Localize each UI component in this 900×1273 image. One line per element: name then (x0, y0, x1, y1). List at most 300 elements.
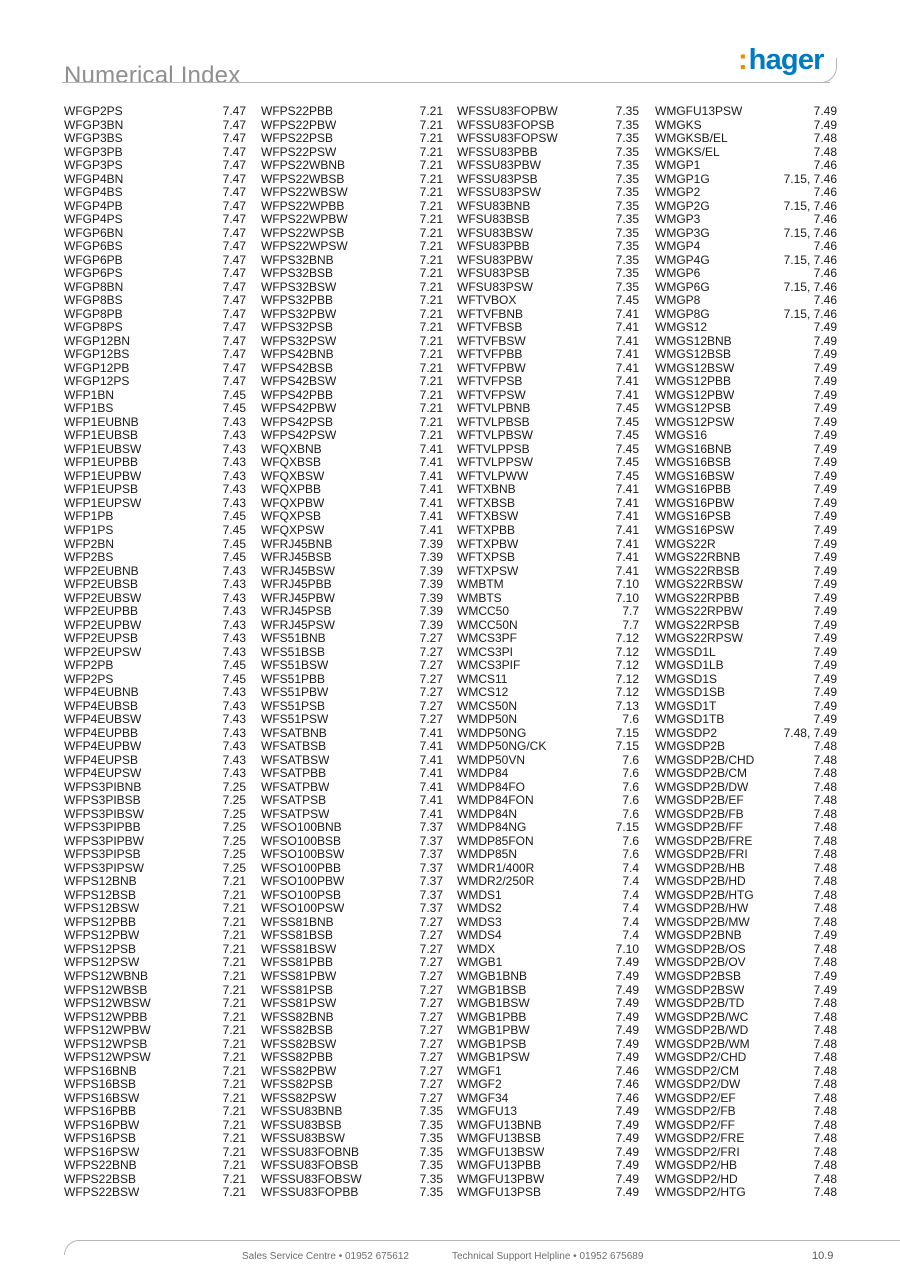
index-row (457, 510, 639, 524)
page-reference: 7.45 (222, 550, 246, 565)
product-code: WMGSDP2B/HW (655, 902, 749, 916)
index-row (64, 646, 246, 660)
index-row (261, 1011, 443, 1025)
product-code: WFPS12PSB (64, 942, 137, 956)
page-reference: 7.21 (222, 887, 246, 902)
page-reference: 7.4 (622, 901, 639, 916)
index-row (64, 916, 246, 930)
page-reference: 7.12 (615, 631, 639, 646)
product-code: WFSS81PSB (261, 983, 334, 997)
page-reference: 7.41 (615, 360, 639, 375)
index-row (261, 240, 443, 254)
index-row (261, 929, 443, 943)
product-code: WFSS81PBW (261, 970, 337, 983)
index-row (64, 1186, 246, 1200)
page-reference: 7.21 (419, 293, 443, 308)
page-reference: 7.21 (419, 320, 443, 335)
index-row (64, 1119, 246, 1133)
index-row (457, 984, 639, 998)
page-reference: 7.48 (813, 996, 837, 1011)
index-row (261, 159, 443, 173)
index-row (64, 281, 246, 295)
page-reference: 7.49 (813, 563, 837, 578)
page-reference: 7.48 (813, 1009, 837, 1024)
page-reference: 7.41 (419, 793, 443, 808)
product-code: WMGFU13 (457, 1105, 517, 1119)
index-row (64, 889, 246, 903)
index-row (64, 456, 246, 470)
product-code: WMGFU13BSW (457, 1145, 545, 1159)
index-row (261, 646, 443, 660)
page-reference: 7.49 (813, 401, 837, 416)
index-row (655, 902, 837, 916)
product-code: WFGP4BS (64, 186, 123, 200)
product-code: WMCS11 (457, 672, 508, 686)
product-code: WFQXBSB (261, 456, 322, 470)
product-code: WFSSU83BSB (261, 1118, 342, 1132)
index-row (261, 551, 443, 565)
product-code: WFP2BS (64, 551, 114, 565)
index-row (655, 565, 837, 579)
index-row (655, 821, 837, 835)
page-reference: 7.48 (813, 847, 837, 862)
product-code: WFP1EUPSW (64, 496, 142, 510)
product-code: WMGSD1S (655, 672, 718, 686)
index-row (655, 1024, 837, 1038)
page-reference: 7.46 (813, 212, 837, 227)
page-reference: 7.49 (813, 671, 837, 686)
product-code: WFSO100PSW (261, 902, 345, 916)
index-row (64, 1132, 246, 1146)
page-reference: 7.49 (615, 1117, 639, 1132)
product-code: WFRJ45PSB (261, 605, 332, 619)
page-reference: 7.21 (419, 171, 443, 186)
page-reference: 7.49 (813, 509, 837, 524)
product-code: WFSO100PBB (261, 861, 342, 875)
index-row (457, 1146, 639, 1160)
product-code: WMGSDP2/CM (655, 1064, 739, 1078)
product-code: WFSO100PSB (261, 888, 342, 902)
product-code: WMDS4 (457, 929, 502, 943)
page-reference: 7.43 (222, 577, 246, 592)
page-reference: 7.48 (813, 779, 837, 794)
index-row (457, 943, 639, 957)
index-row (457, 470, 639, 484)
product-code: WFSSU83FOPSB (457, 118, 555, 132)
index-row (655, 1105, 837, 1119)
page-reference: 7.41 (419, 806, 443, 821)
product-code: WMGKS (655, 118, 702, 132)
index-row (64, 389, 246, 403)
index-row (457, 1024, 639, 1038)
product-code: WMGS12PSW (655, 415, 735, 429)
product-code: WFPS3PIPSW (64, 861, 145, 875)
index-row (64, 673, 246, 687)
page-reference: 7.12 (615, 644, 639, 659)
product-code: WFSU83BSW (457, 226, 534, 240)
product-code: WFSATPSB (261, 794, 327, 808)
product-code: WFSU83BNB (457, 199, 531, 213)
product-code: WMGSDP2/FB (655, 1105, 736, 1119)
index-row (457, 632, 639, 646)
product-code: WFGP3BN (64, 118, 124, 132)
index-row (64, 619, 246, 633)
product-code: WMGS22RBSB (655, 564, 740, 578)
index-row (64, 605, 246, 619)
page-reference: 7.21 (222, 969, 246, 983)
page-reference: 7.27 (419, 644, 443, 659)
index-row (64, 348, 246, 362)
product-code: WFP4EUBSB (64, 699, 139, 713)
product-code: WFPS42PBW (261, 402, 337, 416)
index-row (655, 213, 837, 227)
index-row (457, 794, 639, 808)
page-reference: 7.49 (615, 1023, 639, 1038)
index-row (457, 362, 639, 376)
page-reference: 7.35 (615, 225, 639, 240)
page-reference: 7.43 (222, 685, 246, 700)
page-reference: 7.45 (615, 441, 639, 456)
page-reference: 7.49 (813, 712, 837, 727)
index-row (655, 483, 837, 497)
index-row (261, 1092, 443, 1106)
product-code: WFPS32BSW (261, 280, 337, 294)
index-row (261, 1186, 443, 1200)
page-reference: 7.47 (222, 360, 246, 375)
product-code: WMGS16BSW (655, 469, 735, 483)
index-row (457, 997, 639, 1011)
page-reference: 7.15 (615, 820, 639, 835)
index-row (457, 227, 639, 241)
index-row (457, 443, 639, 457)
product-code: WFPS12WPSB (64, 1037, 148, 1051)
index-row (261, 538, 443, 552)
index-row (655, 429, 837, 443)
product-code: WMGSDP2B/WC (655, 1010, 749, 1024)
page-reference: 7.21 (222, 1171, 246, 1186)
product-code: WMCS3PI (457, 645, 514, 659)
index-row (64, 713, 246, 727)
product-code: WFPS22BNB (64, 1159, 137, 1173)
index-row (261, 997, 443, 1011)
index-row (261, 727, 443, 741)
product-code: WMGSD1TB (655, 713, 725, 727)
index-row (261, 673, 443, 687)
product-code: WFGP8PB (64, 307, 123, 321)
index-row (64, 632, 246, 646)
index-row (655, 605, 837, 619)
product-code: WFP1PS (64, 523, 114, 537)
page-reference: 7.47 (222, 266, 246, 281)
page-reference: 7.48 (813, 739, 837, 754)
page-reference: 7.21 (419, 387, 443, 402)
page-reference: 7.45 (222, 387, 246, 402)
product-code: WFGP3PS (64, 159, 123, 173)
index-row (261, 754, 443, 768)
page-reference: 7.47 (222, 293, 246, 308)
page-reference: 7.39 (419, 536, 443, 551)
product-code: WFSSU83FOPBW (457, 105, 558, 118)
product-code: WFPS22PBW (261, 118, 337, 132)
page-reference: 7.43 (222, 495, 246, 510)
page-reference: 7.25 (222, 820, 246, 835)
index-row (64, 1024, 246, 1038)
page-reference: 7.49 (813, 414, 837, 429)
index-row (64, 213, 246, 227)
product-code: WFTXPSW (457, 564, 519, 578)
page-reference: 7.37 (419, 901, 443, 916)
index-row (457, 267, 639, 281)
footer-divider-curve (64, 1240, 81, 1255)
page-reference: 7.21 (419, 347, 443, 362)
page-reference: 7.21 (419, 225, 443, 240)
page-reference: 7.46 (615, 1077, 639, 1092)
product-code: WMCS12 (457, 686, 509, 700)
product-code: WFSU83BSB (457, 213, 530, 227)
index-row (457, 754, 639, 768)
index-row (655, 389, 837, 403)
page-reference: 7.21 (419, 279, 443, 294)
index-row (655, 700, 837, 714)
index-row (64, 821, 246, 835)
index-row (64, 875, 246, 889)
index-row (655, 335, 837, 349)
index-row (64, 659, 246, 673)
index-row (64, 1092, 246, 1106)
page-reference: 7.21 (222, 1104, 246, 1119)
product-code: WMGFU13BSB (457, 1132, 542, 1146)
page-reference: 7.21 (419, 104, 443, 118)
product-code: WMCC50N (457, 618, 518, 632)
product-code: WFSU83PSB (457, 267, 530, 281)
index-row (64, 538, 246, 552)
product-code: WMGFU13PSB (457, 1186, 542, 1200)
product-code: WFGP4BN (64, 172, 124, 186)
index-row (64, 375, 246, 389)
page-reference: 7.43 (222, 631, 246, 646)
product-code: WFP1EUBSW (64, 442, 142, 456)
index-row (261, 1132, 443, 1146)
index-row (457, 119, 639, 133)
product-code: WFPS42PSW (261, 429, 337, 443)
page-reference: 7.27 (419, 658, 443, 673)
product-code: WMGSDP2/DW (655, 1078, 741, 1092)
page-reference: 7.21 (419, 428, 443, 443)
product-code: WMGS22RBSW (655, 578, 744, 592)
product-code: WFP2EUPSB (64, 632, 139, 646)
index-row (457, 605, 639, 619)
index-row (64, 970, 246, 984)
page-reference: 7.43 (222, 617, 246, 632)
product-code: WFSSU83FOBSB (261, 1159, 359, 1173)
product-code: WFTXBSB (457, 496, 516, 510)
page-reference: 7.35 (615, 185, 639, 200)
page-reference: 7.49 (615, 1158, 639, 1173)
page-reference: 7.15, 7.46 (783, 279, 837, 294)
page-reference: 7.21 (222, 1050, 246, 1065)
page-reference: 7.21 (222, 1036, 246, 1051)
index-row (261, 875, 443, 889)
product-code: WFPS12WBSW (64, 997, 151, 1011)
product-code: WFGP12PB (64, 361, 130, 375)
product-code: WFPS12WPBB (64, 1010, 148, 1024)
page-reference: 7.48 (813, 1050, 837, 1065)
product-code: WFSSU83BNB (261, 1105, 343, 1119)
index-row (261, 565, 443, 579)
page-reference: 7.48 (813, 955, 837, 970)
product-code: WFTVFBSW (457, 334, 526, 348)
index-row (457, 740, 639, 754)
page-reference: 7.25 (222, 847, 246, 862)
page-reference: 7.45 (615, 401, 639, 416)
index-row (64, 173, 246, 187)
product-code: WFPS32PBW (261, 307, 337, 321)
index-row (261, 186, 443, 200)
index-row (457, 1186, 639, 1200)
index-row (64, 254, 246, 268)
product-code: WMGSD1LB (655, 659, 724, 673)
index-row (655, 348, 837, 362)
index-row (457, 862, 639, 876)
index-row (655, 240, 837, 254)
product-code: WMGSDP2B/HD (655, 875, 746, 889)
index-row (261, 713, 443, 727)
page-reference: 7.43 (222, 482, 246, 497)
page-reference: 7.41 (615, 320, 639, 335)
product-code: WFRJ45PSW (261, 618, 336, 632)
index-row (655, 781, 837, 795)
index-row (655, 254, 837, 268)
product-code: WMGP2G (655, 199, 710, 213)
page-reference: 7.48 (813, 860, 837, 875)
index-row (261, 794, 443, 808)
index-row (261, 1146, 443, 1160)
page-reference: 7.45 (615, 455, 639, 470)
page-reference: 7.47 (222, 185, 246, 200)
index-row (64, 1173, 246, 1187)
index-row (261, 889, 443, 903)
index-row (261, 375, 443, 389)
page-reference: 7.21 (419, 306, 443, 321)
page-reference: 7.21 (222, 1063, 246, 1078)
product-code: WFPS3PIBNB (64, 780, 142, 794)
index-row (457, 1105, 639, 1119)
page-reference: 7.47 (222, 374, 246, 389)
page-reference: 7.4 (622, 914, 639, 929)
product-code: WFSS81PSW (261, 997, 337, 1011)
index-row (457, 700, 639, 714)
index-row (655, 673, 837, 687)
index-row (655, 510, 837, 524)
page-reference: 7.27 (419, 685, 443, 700)
product-code: WMDP85N (457, 848, 518, 862)
index-row (64, 416, 246, 430)
index-row (457, 565, 639, 579)
page-reference: 7.25 (222, 833, 246, 848)
product-code: WMGKS/EL (655, 145, 720, 159)
page-reference: 7.27 (419, 671, 443, 686)
page-reference: 7.25 (222, 860, 246, 875)
page-number: 10.9 (812, 1250, 834, 1262)
index-row (64, 443, 246, 457)
page-reference: 7.27 (419, 969, 443, 983)
index-row (655, 1146, 837, 1160)
page-reference: 7.21 (222, 941, 246, 956)
product-code: WFSSU83PBB (457, 145, 538, 159)
page-reference: 7.21 (222, 1009, 246, 1024)
index-row (261, 146, 443, 160)
product-code: WFPS32BSB (261, 267, 334, 281)
index-row (261, 1105, 443, 1119)
product-code: WFSSU83FOPBB (261, 1186, 359, 1200)
index-row (457, 835, 639, 849)
product-code: WFP4EUPSW (64, 767, 142, 781)
product-code: WFTVFPSW (457, 388, 526, 402)
index-row (64, 862, 246, 876)
page-reference: 7.43 (222, 739, 246, 754)
index-row (655, 997, 837, 1011)
product-code: WFPS12PBW (64, 929, 140, 943)
page-reference: 7.35 (419, 1117, 443, 1132)
page-reference: 7.21 (419, 374, 443, 389)
product-code: WFPS42BNB (261, 348, 334, 362)
product-code: WMGS16PSW (655, 523, 735, 537)
product-code: WFSU83PBW (457, 253, 534, 267)
page-reference: 7.35 (615, 198, 639, 213)
index-row (457, 402, 639, 416)
product-code: WMGSDP2/HB (655, 1159, 738, 1173)
product-code: WMCS3PIF (457, 659, 521, 673)
page-reference: 7.41 (615, 550, 639, 565)
index-row (64, 727, 246, 741)
page-reference: 7.21 (419, 117, 443, 132)
index-row (261, 916, 443, 930)
index-row (655, 524, 837, 538)
page-reference: 7.27 (419, 1036, 443, 1051)
page-reference: 7.41 (419, 739, 443, 754)
page-reference: 7.37 (419, 847, 443, 862)
page-reference: 7.27 (419, 1090, 443, 1105)
index-row (457, 551, 639, 565)
page-reference: 7.49 (813, 117, 837, 132)
index-row (64, 740, 246, 754)
product-code: WFPS42PBB (261, 388, 334, 402)
index-row (655, 375, 837, 389)
product-code: WFPS22WBSW (261, 186, 348, 200)
product-code: WMDP85FON (457, 834, 534, 848)
index-row (457, 429, 639, 443)
product-code: WFSS81BSW (261, 942, 337, 956)
page-reference: 7.47 (222, 333, 246, 348)
index-row (457, 308, 639, 322)
index-row (655, 740, 837, 754)
page-reference: 7.15, 7.46 (783, 225, 837, 240)
footer-divider (78, 1240, 900, 1241)
index-row (655, 808, 837, 822)
page-reference: 7.49 (813, 577, 837, 592)
index-row (64, 1011, 246, 1025)
index-row (261, 1065, 443, 1079)
product-code: WMGSDP2B/HB (655, 861, 746, 875)
product-code: WMGSDP2B/CM (655, 767, 748, 781)
product-code: WMGS12 (655, 321, 708, 335)
index-row (64, 429, 246, 443)
product-code: WFPS12PBB (64, 915, 137, 929)
index-row (655, 132, 837, 146)
product-code: WMDP84NG (457, 821, 527, 835)
page-reference: 7.41 (615, 482, 639, 497)
page-reference: 7.21 (222, 1023, 246, 1038)
